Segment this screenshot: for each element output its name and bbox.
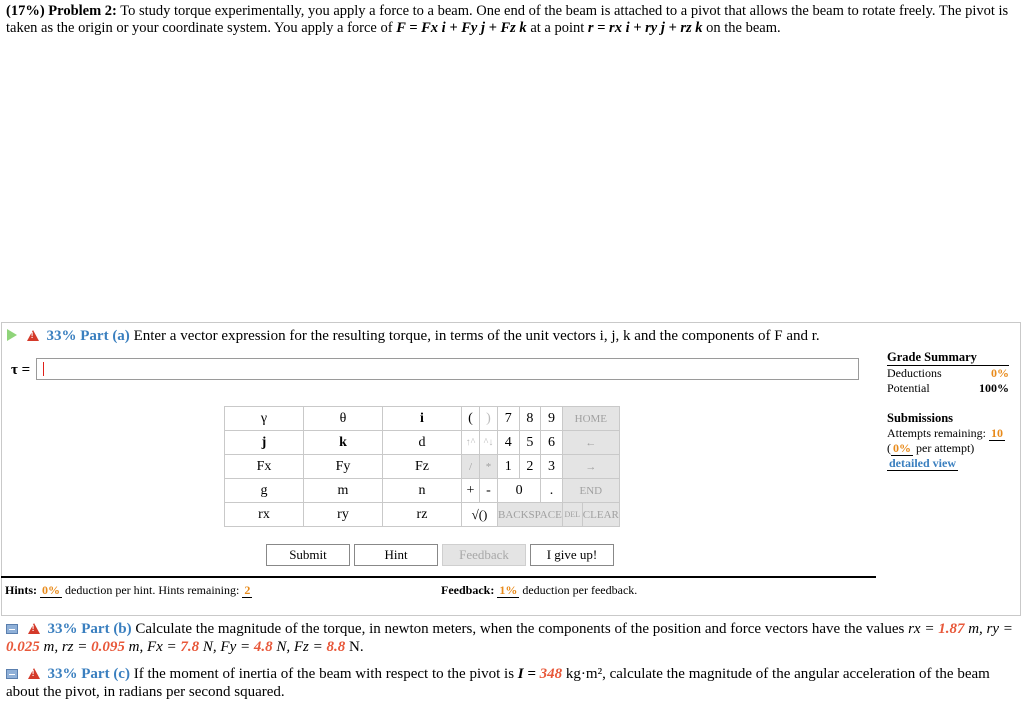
hint-feedback-bar xyxy=(1,576,876,616)
key-8[interactable]: 8 xyxy=(519,407,541,431)
key-ry[interactable]: ry xyxy=(304,503,383,527)
feedback-text: deduction per feedback. xyxy=(522,583,638,597)
grade-summary-title: Grade Summary xyxy=(887,350,1009,366)
rz-label: m, rz = xyxy=(43,639,88,655)
key-i[interactable]: i xyxy=(383,407,462,431)
rx-label: rx = xyxy=(908,621,935,637)
feedback-button[interactable]: Feedback xyxy=(442,544,526,566)
key-theta[interactable]: θ xyxy=(304,407,383,431)
part-b-percent: 33% xyxy=(47,621,78,637)
key-0[interactable]: 0 xyxy=(498,479,541,503)
key-close-paren[interactable]: ) xyxy=(480,407,498,431)
key-minus[interactable]: - xyxy=(480,479,498,503)
inertia-unit: kg·m², xyxy=(565,666,606,682)
fz-value: 8.8 xyxy=(326,639,346,655)
key-rz[interactable]: rz xyxy=(383,503,462,527)
key-fy[interactable]: Fy xyxy=(304,455,383,479)
key-del[interactable]: DEL xyxy=(562,503,582,527)
problem-text-3: on the beam. xyxy=(706,20,781,36)
key-d[interactable]: d xyxy=(383,431,462,455)
deductions-label: Deductions xyxy=(887,366,942,380)
key-left-arrow[interactable]: ← xyxy=(562,431,619,455)
collapse-icon[interactable] xyxy=(6,669,18,679)
per-attempt-text: per attempt) xyxy=(916,441,975,455)
key-home[interactable]: HOME xyxy=(562,407,619,431)
key-open-paren[interactable]: ( xyxy=(462,407,480,431)
part-a-header xyxy=(7,328,820,345)
variable-keypad xyxy=(224,406,462,527)
key-slash[interactable]: / xyxy=(462,455,480,479)
part-a-label: Part (a) xyxy=(80,328,130,344)
key-dot[interactable]: . xyxy=(541,479,563,503)
detailed-view-link[interactable]: detailed view xyxy=(889,456,956,470)
part-c-percent: 33% xyxy=(47,666,78,682)
problem-text-1: To study torque experimentally, you apply a force to a beam. One end of the beam is attached to a pivot that allows the beam to rotate freely. The pivot is taken as the origin or your coordinate system. You apply a force of xyxy=(6,3,1009,36)
key-m[interactable]: m xyxy=(304,479,383,503)
problem-title: Problem 2: xyxy=(48,3,117,19)
part-b-label: Part (b) xyxy=(81,621,132,637)
key-rx[interactable]: rx xyxy=(225,503,304,527)
key-up[interactable]: ↑^ xyxy=(462,431,480,455)
rx-value: 1.87 xyxy=(938,621,965,637)
point-expression: r = rx i + ry j + rz k xyxy=(587,20,703,36)
potential-value: 100% xyxy=(979,381,1009,395)
hint-button[interactable]: Hint xyxy=(354,544,438,566)
part-b-end-unit: N. xyxy=(349,639,364,655)
key-1[interactable]: 1 xyxy=(498,455,520,479)
part-c xyxy=(6,665,1021,701)
submissions-box: Submissions Attempts remaining: 10 ( 0% per attempt) detailed view xyxy=(887,411,1011,471)
part-a-prompt: Enter a vector expression for the resulting torque, in terms of the unit vectors i, j, k and the components of F and r. xyxy=(133,328,820,344)
fx-label: m, Fx = xyxy=(128,639,177,655)
warning-icon xyxy=(28,623,40,634)
attempts-value: 10 xyxy=(990,426,1003,440)
hints-info xyxy=(5,583,252,598)
numeric-keypad xyxy=(461,406,620,527)
key-end[interactable]: END xyxy=(562,479,619,503)
warning-icon xyxy=(27,330,39,341)
part-a-percent: 33% xyxy=(46,328,77,344)
key-2[interactable]: 2 xyxy=(519,455,541,479)
key-3[interactable]: 3 xyxy=(541,455,563,479)
text-caret xyxy=(43,362,44,376)
key-star[interactable]: * xyxy=(480,455,498,479)
feedback-pct: 1% xyxy=(499,583,518,597)
hints-remaining: 2 xyxy=(244,583,251,597)
key-down[interactable]: ^↓ xyxy=(480,431,498,455)
key-9[interactable]: 9 xyxy=(541,407,563,431)
ry-value: 0.025 xyxy=(6,639,40,655)
action-buttons xyxy=(266,544,614,566)
rz-value: 0.095 xyxy=(91,639,125,655)
attempts-label: Attempts remaining: xyxy=(887,426,986,440)
key-right-arrow[interactable]: → xyxy=(562,455,619,479)
problem-statement xyxy=(6,3,1011,37)
answer-label: τ = xyxy=(11,362,31,378)
problem-weight: (17%) xyxy=(6,3,45,19)
hints-pct: 0% xyxy=(42,583,61,597)
inertia-value: 348 xyxy=(539,666,563,682)
key-fz[interactable]: Fz xyxy=(383,455,462,479)
key-n[interactable]: n xyxy=(383,479,462,503)
key-plus[interactable]: + xyxy=(462,479,480,503)
key-fx[interactable]: Fx xyxy=(225,455,304,479)
key-gamma[interactable]: γ xyxy=(225,407,304,431)
key-5[interactable]: 5 xyxy=(519,431,541,455)
collapse-icon[interactable] xyxy=(6,624,18,634)
part-c-text-1: If the moment of inertia of the beam with respect to the pivot is xyxy=(133,666,515,682)
submit-button[interactable]: Submit xyxy=(266,544,350,566)
ry-label: m, ry = xyxy=(968,621,1013,637)
expand-arrow-icon[interactable] xyxy=(7,329,17,341)
hints-text: deduction per hint. Hints remaining: xyxy=(65,583,240,597)
key-g[interactable]: g xyxy=(225,479,304,503)
grade-summary xyxy=(887,350,1009,396)
feedback-label: Feedback: xyxy=(441,583,495,597)
key-6[interactable]: 6 xyxy=(541,431,563,455)
part-c-label: Part (c) xyxy=(81,666,130,682)
give-up-button[interactable]: I give up! xyxy=(530,544,614,566)
per-attempt-pct: 0% xyxy=(893,441,911,455)
problem-text-2: at a point xyxy=(530,20,585,36)
feedback-info xyxy=(441,583,637,598)
potential-label: Potential xyxy=(887,381,930,395)
part-b-text: Calculate the magnitude of the torque, in newton meters, when the components of the position and force vectors have the values xyxy=(135,621,905,637)
deductions-value: 0% xyxy=(991,366,1009,380)
submissions-title: Submissions xyxy=(887,411,954,425)
fz-label: N, Fz = xyxy=(276,639,323,655)
answer-input[interactable] xyxy=(36,358,859,380)
fx-value: 7.8 xyxy=(180,639,200,655)
key-k[interactable]: k xyxy=(304,431,383,455)
part-b xyxy=(6,620,1021,656)
key-4[interactable]: 4 xyxy=(498,431,520,455)
key-7[interactable]: 7 xyxy=(498,407,520,431)
fy-value: 4.8 xyxy=(253,639,273,655)
inertia-label: I = xyxy=(517,666,536,682)
key-sqrt[interactable]: √() xyxy=(462,503,498,527)
warning-icon xyxy=(28,668,40,679)
part-c-text-2: calculate the magnitude of the angular acceleration of the beam about the pivot, in radians per second squared. xyxy=(6,666,990,700)
key-clear[interactable]: CLEAR xyxy=(582,503,619,527)
key-j[interactable]: j xyxy=(225,431,304,455)
key-backspace[interactable]: BACKSPACE xyxy=(498,503,563,527)
hints-label: Hints: xyxy=(5,583,38,597)
fy-label: N, Fy = xyxy=(202,639,251,655)
force-expression: F = Fx i + Fy j + Fz k xyxy=(396,20,527,36)
